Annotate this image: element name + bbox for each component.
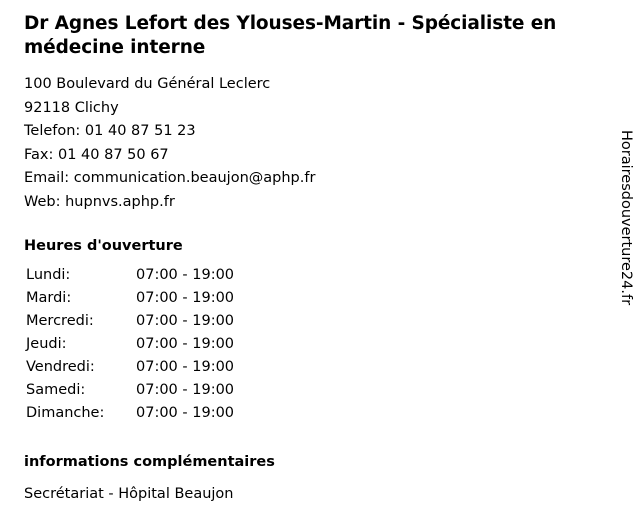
table-row: [24, 379, 234, 402]
day-label: Mercredi:: [26, 313, 94, 330]
day-label: Jeudi:: [26, 335, 67, 352]
address-city: 92118 Clichy: [24, 99, 119, 116]
day-hours: 07:00 - 19:00: [136, 381, 235, 398]
opening-hours-table: [24, 264, 234, 424]
day-label: Lundi:: [26, 267, 71, 284]
day-hours: 07:00 - 19:00: [136, 313, 235, 330]
day-label: Vendredi:: [26, 358, 95, 375]
day-hours: 07:00 - 19:00: [136, 404, 235, 421]
card-content: [24, 12, 584, 506]
table-row: [24, 310, 234, 333]
brand-watermark: Horairesdouverture24.fr: [618, 130, 634, 306]
phone-line: Telefon: 01 40 87 51 23: [24, 123, 196, 140]
day-label: Mardi:: [26, 290, 72, 307]
day-hours: 07:00 - 19:00: [136, 267, 235, 284]
day-hours: 07:00 - 19:00: [136, 290, 235, 307]
day-hours: 07:00 - 19:00: [136, 335, 235, 352]
table-row: [24, 356, 234, 379]
table-row: [24, 333, 234, 356]
web-line: Web: hupnvs.aphp.fr: [24, 193, 175, 210]
day-label: Dimanche:: [26, 404, 105, 421]
table-row: [24, 264, 234, 287]
table-row: [24, 287, 234, 310]
table-row: [24, 402, 234, 425]
day-label: Samedi:: [26, 381, 86, 398]
fax-line: Fax: 01 40 87 50 67: [24, 146, 169, 163]
opening-hours-heading: Heures d'ouverture: [24, 238, 183, 255]
page-title: Dr Agnes Lefort des Ylouses-Martin - Spécialiste en médecine interne: [24, 13, 557, 58]
email-line: Email: communication.beaujon@aphp.fr: [24, 170, 316, 187]
additional-info-text: Secrétariat - Hôpital Beaujon: [24, 485, 234, 502]
additional-info-heading: informations complémentaires: [24, 453, 275, 470]
address-street: 100 Boulevard du Général Leclerc: [24, 76, 271, 93]
day-hours: 07:00 - 19:00: [136, 358, 235, 375]
